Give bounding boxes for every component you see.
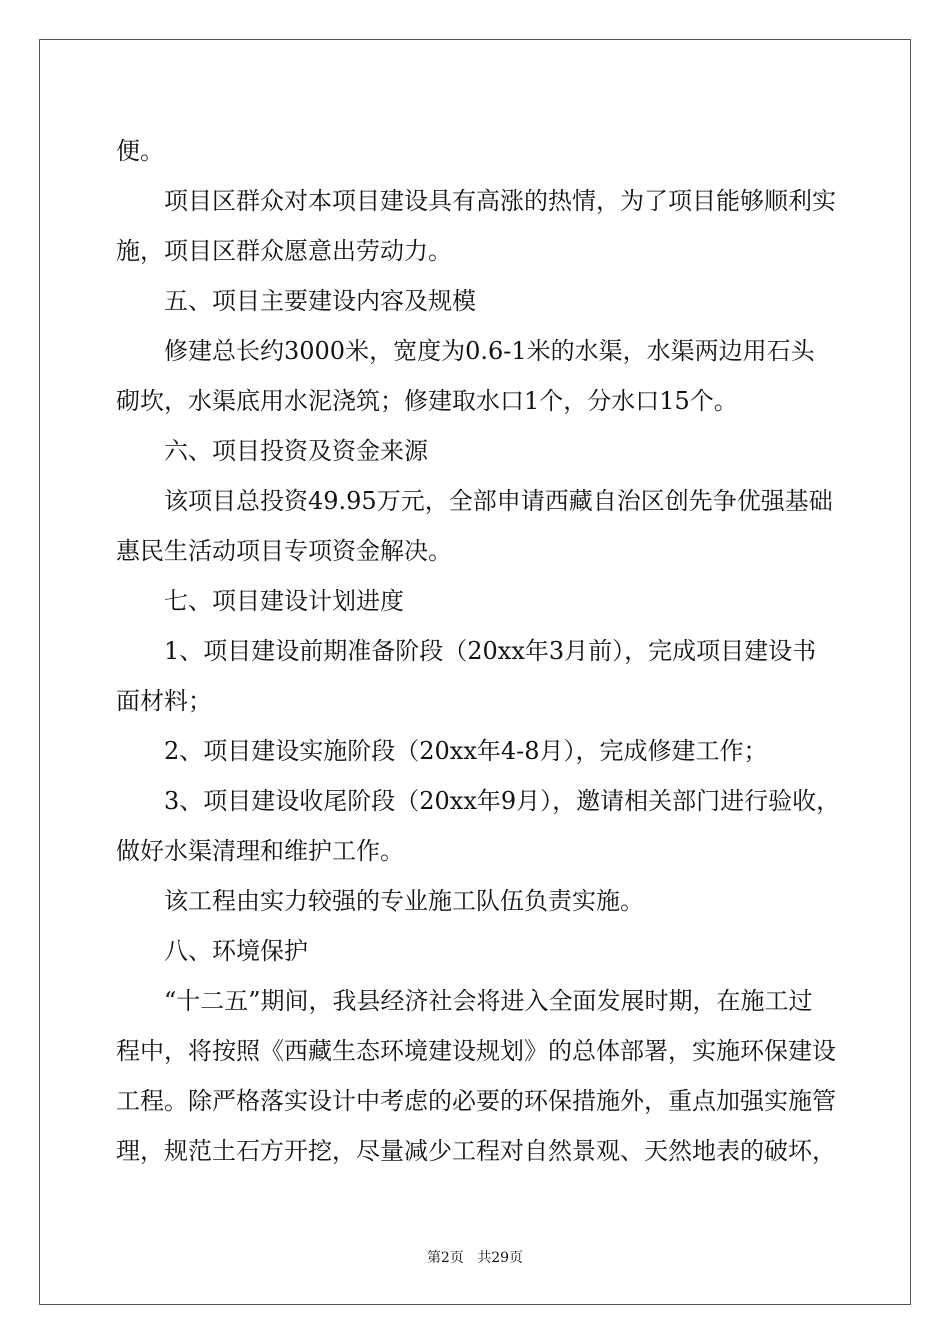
page-footer <box>0 1247 950 1267</box>
text-line: 该项目总投资49.95万元，全部申请西藏自治区创先争优强基础 <box>164 487 833 515</box>
section-heading: 六、项目投资及资金来源 <box>164 437 428 465</box>
text-line: 惠民生活动项目专项资金解决。 <box>116 537 452 565</box>
text-line: 3、项目建设收尾阶段（20xx年9月），邀请相关部门进行验收， <box>164 787 841 815</box>
section-heading: 五、项目主要建设内容及规模 <box>164 287 476 315</box>
text-line: 便。 <box>116 137 164 165</box>
text-line: 项目区群众对本项目建设具有高涨的热情，为了项目能够顺利实 <box>164 187 836 215</box>
text-line: 程中，将按照《西藏生态环境建设规划》的总体部署，实施环保建设 <box>116 1037 836 1065</box>
page-number: 第2页 <box>426 1250 464 1266</box>
section-heading: 七、项目建设计划进度 <box>164 587 404 615</box>
text-line: 面材料； <box>116 687 212 715</box>
text-line: 理，规范土石方开挖，尽量减少工程对自然景观、天然地表的破坏， <box>116 1137 836 1165</box>
section-heading: 八、环境保护 <box>164 937 308 965</box>
text-line: 施，项目区群众愿意出劳动力。 <box>116 237 452 265</box>
text-line: 1、项目建设前期准备阶段（20xx年3月前），完成项目建设书 <box>164 637 817 665</box>
text-line: 该工程由实力较强的专业施工队伍负责实施。 <box>164 887 644 915</box>
page-total: 共29页 <box>477 1250 524 1266</box>
text-line: 修建总长约3000米，宽度为0.6-1米的水渠，水渠两边用石头 <box>164 337 815 365</box>
text-line: 做好水渠清理和维护工作。 <box>116 837 404 865</box>
text-line: 砌坎，水渠底用水泥浇筑；修建取水口1个，分水口15个。 <box>116 387 738 415</box>
text-line: “十二五”期间，我县经济社会将进入全面发展时期，在施工过 <box>164 987 813 1015</box>
text-line: 2、项目建设实施阶段（20xx年4-8月），完成修建工作； <box>164 737 768 765</box>
text-line: 工程。除严格落实设计中考虑的必要的环保措施外，重点加强实施管 <box>116 1087 836 1115</box>
